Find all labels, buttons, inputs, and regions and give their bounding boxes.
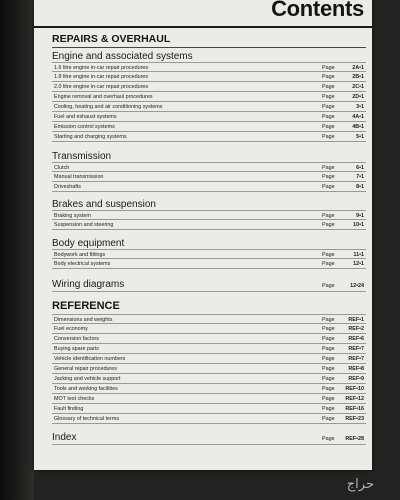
- title-rule: [34, 26, 372, 28]
- toc-page-word: Page: [322, 406, 335, 412]
- toc-page-number: REF•1: [348, 317, 364, 323]
- toc-label: Starting and charging systems: [54, 134, 127, 140]
- toc-label: Conversion factors: [54, 336, 99, 342]
- toc-label: Braking system: [54, 213, 91, 219]
- toc-label: Jacking and vehicle support: [54, 376, 121, 382]
- toc-page-word: Page: [322, 174, 335, 180]
- toc-page-word: Page: [322, 356, 335, 362]
- toc-page-number: REF•7: [348, 346, 364, 352]
- toc-row[interactable]: [52, 92, 366, 102]
- toc-page-number: 8•1: [356, 184, 364, 190]
- toc-label: Driveshafts: [54, 184, 81, 190]
- toc-page-word: Page: [322, 94, 335, 100]
- toc-page-number: 11•1: [353, 252, 364, 258]
- toc-row[interactable]: [52, 82, 366, 92]
- toc-label: Buying spare parts: [54, 346, 99, 352]
- toc-label: Cooling, heating and air conditioning systems: [54, 104, 163, 110]
- toc-label: Fuel and exhaust systems: [54, 114, 117, 120]
- toc-page-number: REF•9: [348, 376, 364, 382]
- toc-page-number: REF•10: [345, 386, 364, 392]
- toc-label: Engine removal and overhaul procedures: [54, 94, 153, 100]
- toc-page-word: Page: [322, 416, 335, 422]
- toc-page-word: Page: [322, 252, 335, 258]
- toc-label: Suspension and steering: [54, 222, 114, 228]
- toc-page-number: REF•8: [348, 366, 364, 372]
- toc-page-word: Page: [322, 213, 335, 219]
- toc-row[interactable]: [52, 210, 366, 220]
- toc-page-word: Page: [322, 261, 335, 267]
- toc-row[interactable]: [52, 249, 366, 259]
- toc-row[interactable]: [52, 384, 366, 394]
- toc-page-number: 3•1: [356, 104, 364, 110]
- toc-page-number: 2B•1: [352, 74, 364, 80]
- toc-page-word: Page: [322, 65, 335, 71]
- toc-row[interactable]: [52, 334, 366, 344]
- toc-row[interactable]: [52, 220, 366, 230]
- toc-page-word: Page: [322, 134, 335, 140]
- toc-label: Fault finding: [54, 406, 84, 412]
- toc-page-word: Page: [322, 396, 335, 402]
- toc-page-number: 12•1: [353, 261, 364, 267]
- toc-page-number: 10•1: [353, 222, 364, 228]
- toc-page-word: Page: [322, 74, 335, 80]
- contents-page: [34, 0, 372, 470]
- toc-row[interactable]: [52, 112, 366, 122]
- toc-page-number: 12•24: [350, 283, 364, 289]
- toc-page-word: Page: [322, 114, 335, 120]
- toc-row[interactable]: [52, 374, 366, 384]
- toc-page-word: Page: [322, 222, 335, 228]
- toc-row[interactable]: [52, 62, 366, 72]
- toc-label: Tools and working facilities: [54, 386, 118, 392]
- section-title-index: Index: [52, 432, 77, 443]
- toc-page-number: REF•7: [348, 356, 364, 362]
- toc-page-number: 2C•1: [352, 84, 364, 90]
- toc-row[interactable]: [52, 364, 366, 374]
- toc-row[interactable]: [52, 404, 366, 414]
- toc-label: MOT test checks: [54, 396, 95, 402]
- toc-label: Body electrical systems: [54, 261, 111, 267]
- toc-row[interactable]: [52, 314, 366, 324]
- toc-page-number: REF•6: [348, 336, 364, 342]
- toc-page-word: Page: [322, 165, 335, 171]
- toc-page-number: REF•28: [345, 436, 364, 442]
- page-title: Contents: [271, 0, 364, 21]
- toc-label: Manual transmission: [54, 174, 104, 180]
- toc-row[interactable]: [52, 394, 366, 404]
- repairs-heading: REPAIRS & OVERHAUL: [52, 33, 171, 45]
- toc-row[interactable]: [52, 344, 366, 354]
- toc-page-number: 2D•1: [352, 94, 364, 100]
- toc-page-word: Page: [322, 346, 335, 352]
- section-title-wiring: Wiring diagrams: [52, 279, 125, 290]
- toc-label: Glossary of technical terms: [54, 416, 120, 422]
- toc-page-word: Page: [322, 124, 335, 130]
- toc-page-number: REF•12: [345, 396, 364, 402]
- index-row[interactable]: [52, 432, 366, 445]
- toc-label: 1.6 litre engine in-car repair procedures: [54, 65, 149, 71]
- toc-page-number: REF•16: [345, 406, 364, 412]
- toc-page-number: 4A•1: [352, 114, 364, 120]
- toc-page-number: 2A•1: [352, 65, 364, 71]
- toc-page-number: 5•1: [356, 134, 364, 140]
- toc-label: 2.0 litre engine in-car repair procedures: [54, 84, 149, 90]
- page-edge-shadow: [0, 0, 34, 500]
- section-title-body: Body equipment: [52, 238, 125, 249]
- toc-label: Bodywork and fittings: [54, 252, 106, 258]
- toc-row[interactable]: [52, 162, 366, 172]
- toc-page-word: Page: [322, 336, 335, 342]
- toc-row[interactable]: [52, 324, 366, 334]
- toc-page-number: 7•1: [356, 174, 364, 180]
- section-title-transmission: Transmission: [52, 151, 112, 162]
- toc-page-number: REF•23: [345, 416, 364, 422]
- toc-row[interactable]: [52, 259, 366, 269]
- toc-row[interactable]: [52, 72, 366, 82]
- repairs-rule: [52, 47, 366, 48]
- toc-page-number: 9•1: [356, 213, 364, 219]
- toc-page-word: Page: [322, 326, 335, 332]
- toc-row[interactable]: [52, 354, 366, 364]
- toc-page-word: Page: [322, 184, 335, 190]
- toc-page-word: Page: [322, 386, 335, 392]
- toc-label: Clutch: [54, 165, 70, 171]
- toc-page-word: Page: [322, 84, 335, 90]
- toc-row[interactable]: [52, 414, 366, 424]
- toc-row[interactable]: [52, 122, 366, 132]
- wiring-diagrams-row[interactable]: [52, 279, 366, 292]
- toc-row[interactable]: [52, 132, 366, 142]
- toc-row[interactable]: [52, 172, 366, 182]
- toc-row[interactable]: [52, 102, 366, 112]
- toc-page-number: REF•2: [348, 326, 364, 332]
- toc-label: Fuel economy: [54, 326, 88, 332]
- toc-page-word: Page: [322, 104, 335, 110]
- toc-label: 1.8 litre engine in-car repair procedures: [54, 74, 149, 80]
- toc-page-word: Page: [322, 317, 335, 323]
- toc-row[interactable]: [52, 182, 366, 192]
- toc-page-word: Page: [322, 366, 335, 372]
- toc-label: Dimensions and weights: [54, 317, 113, 323]
- watermark: حراج: [346, 477, 374, 492]
- section-title-brakes: Brakes and suspension: [52, 199, 156, 210]
- toc-page-word: Page: [322, 283, 335, 289]
- toc-page-word: Page: [322, 436, 335, 442]
- toc-page-number: 4B•1: [352, 124, 364, 130]
- toc-label: General repair procedures: [54, 366, 117, 372]
- section-title-engine: Engine and associated systems: [52, 51, 193, 62]
- toc-page-word: Page: [322, 376, 335, 382]
- toc-page-number: 6•1: [356, 165, 364, 171]
- toc-label: Emission control systems: [54, 124, 115, 130]
- reference-heading: REFERENCE: [52, 300, 120, 312]
- toc-label: Vehicle identification numbers: [54, 356, 126, 362]
